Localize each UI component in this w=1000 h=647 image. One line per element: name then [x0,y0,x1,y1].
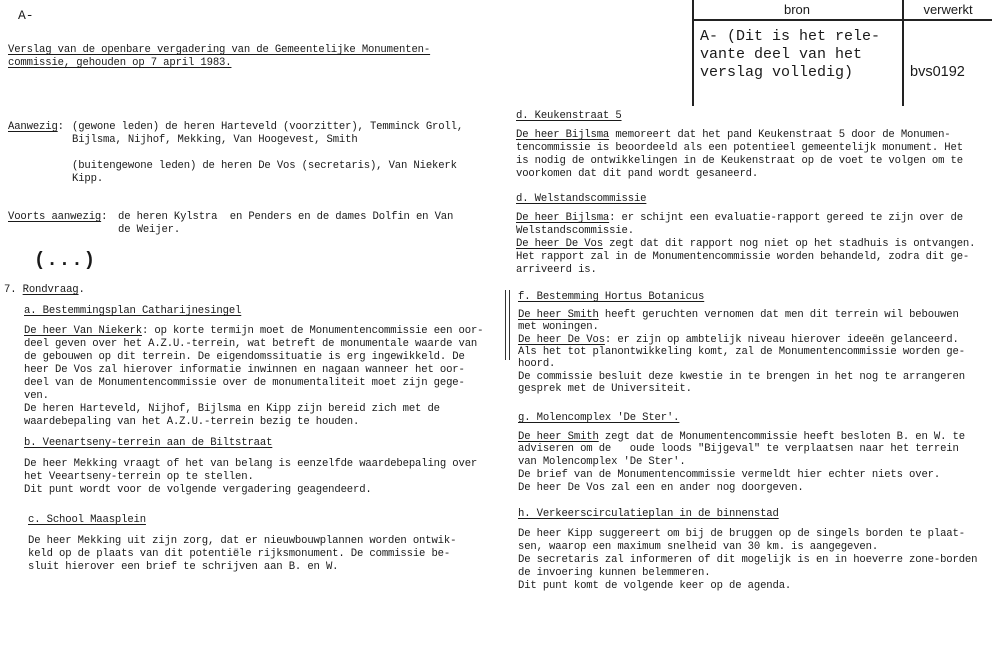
item-line: keld op de plaats van dit potentiële rijksmonument. De commissie be- [28,548,451,560]
item-heading: d. Welstandscommissie [516,193,647,205]
item-line: is nodig de ontwikkelingen in de Keukenstraat op de voet te volgen om te [516,155,963,167]
speaker: De heer De Vos [518,334,605,346]
column-header-source: bron [783,2,811,17]
item-heading: h. Verkeerscirculatieplan in de binnenstad [518,508,779,520]
item-line: arriveerd is. [516,264,597,276]
archive-stamp-table [692,0,1000,106]
item-line: de gebouwen op dit terrein. De eigendomssituatie is erg ingewikkeld. De [24,351,465,363]
item-line: deel geven over het A.Z.U.-terrein, wat betreft de monumentale waarde van [24,338,478,350]
page-marker: A- [18,8,34,23]
item-line: tencommissie is beoordeeld als een potentieel gemeentelijk monument. Het [516,142,963,154]
omission-marker: (...) [34,249,97,271]
attendance-line: (gewone leden) de heren Harteveld (voorzitter), Temminck Groll, [72,121,464,133]
attendance-line: Bijlsma, Nijhof, Mekking, Van Hoogevest, Smith [72,134,358,146]
item-line: waardebepaling van het A.Z.U.-terrein bezig te houden. [24,416,360,428]
speaker: De heer Bijlsma [516,129,610,141]
item-line: sluit hierover een brief te schrijven aan B. en W. [28,561,339,573]
item-line: Welstandscommissie. [516,225,634,237]
item-line: de invoering kunnen belemmeren. [518,567,711,579]
also-present-label: Voorts aanwezig [8,211,102,223]
speaker: De heer De Vos [516,238,603,250]
item-line: sen, waarop een maximum snelheid van 30 km. is aangegeven. [518,541,879,553]
speaker: De heer Smith [518,309,599,321]
speaker: De heer Bijlsma [516,212,610,224]
also-present-line: de Weijer. [118,224,181,236]
item-line: gesprek met de Universiteit. [518,383,692,395]
attendance-line: Kipp. [72,173,104,185]
item-heading: d. Keukenstraat 5 [516,110,622,122]
item-heading: b. Veenartseny-terrein aan de Biltstraat [24,437,273,449]
item-line: voorkomen dat dit pand wordt gesaneerd. [516,168,759,180]
section-title: Rondvraag [22,284,79,296]
item-heading: f. Bestemming Hortus Botanicus [518,291,705,303]
item-line: hoord. [518,358,556,370]
margin-bar [505,290,506,360]
item-line: deel van de Monumentencommissie over de monumentaliteit moet zijn gege- [24,377,465,389]
source-note: A- (Dit is het rele- vante deel van het verslag volledig) [700,28,881,81]
also-present-line: de heren Kylstra en Penders en de dames Dolfin en Van [118,211,454,223]
item-line: De heer Mekking vraagt of het van belang is eenzelfde waardebepaling over [24,458,478,470]
margin-bar [509,290,510,360]
item-line: De heer De Vos zal een en ander nog doorgeven. [518,482,804,494]
item-line: Dit punt komt de volgende keer op de agenda. [518,580,792,592]
speaker: De heer Smith [518,431,599,443]
column-header-processed: verwerkt [923,2,973,17]
item-line: heer De Vos zal hierover informatie inwinnen en nagaan wanneer het oor- [24,364,465,376]
item-line: ven. [24,390,49,402]
item-heading: g. Molencomplex 'De Ster'. [518,412,680,424]
item-line: van Molencomplex 'De Ster'. [518,456,686,468]
item-heading: c. School Maasplein [28,514,146,526]
table-border [692,19,992,21]
item-line: het Veeartseny-terrein op te stellen. [24,471,254,483]
speaker: De heer Van Niekerk [24,325,142,337]
item-line: Dit punt wordt voor de volgende vergadering geagendeerd. [24,484,372,496]
attendance-label: Aanwezig [8,121,58,133]
section-number: 7. [4,284,17,296]
item-line: De heer Kipp suggereert om bij de bruggen op de singels borden te plaat- [518,528,965,540]
document-title-line: commissie, gehouden op 7 april 1983. [8,57,232,69]
item-line: met woningen. [518,321,599,333]
section-heading: 7. Rondvraag. [4,284,85,296]
item-line: De brief van de Monumentencommissie vermeldt hier echter niets over. [518,469,941,481]
item-line: adviseren om de oude loods "Bijgeval" te verplaatsen naar het terrein [518,443,959,455]
document-title-line: Verslag van de openbare vergadering van de Gemeentelijke Monumenten- [8,44,431,56]
processed-code: bvs0192 [910,64,965,80]
item-line: De commissie besluit deze kwestie in te brengen in het nog te arrangeren [518,371,965,383]
item-line: Het rapport zal in de Monumentencommissie worden behandeld, zodra dit ge- [516,251,970,263]
item-line: De heren Harteveld, Nijhof, Bijlsma en Kipp zijn bereid zich met de [24,403,440,415]
item-heading: a. Bestemmingsplan Catharijnesingel [24,305,242,317]
item-line: Als het tot planontwikkeling komt, zal de Monumentencommissie worden ge- [518,346,965,358]
item-line: De secretaris zal informeren of dit mogelijk is en in hoeverre zone-borden [518,554,978,566]
item-line: De heer Mekking uit zijn zorg, dat er nieuwbouwplannen worden ontwik- [28,535,457,547]
attendance-line: (buitengewone leden) de heren De Vos (secretaris), Van Niekerk [72,160,457,172]
